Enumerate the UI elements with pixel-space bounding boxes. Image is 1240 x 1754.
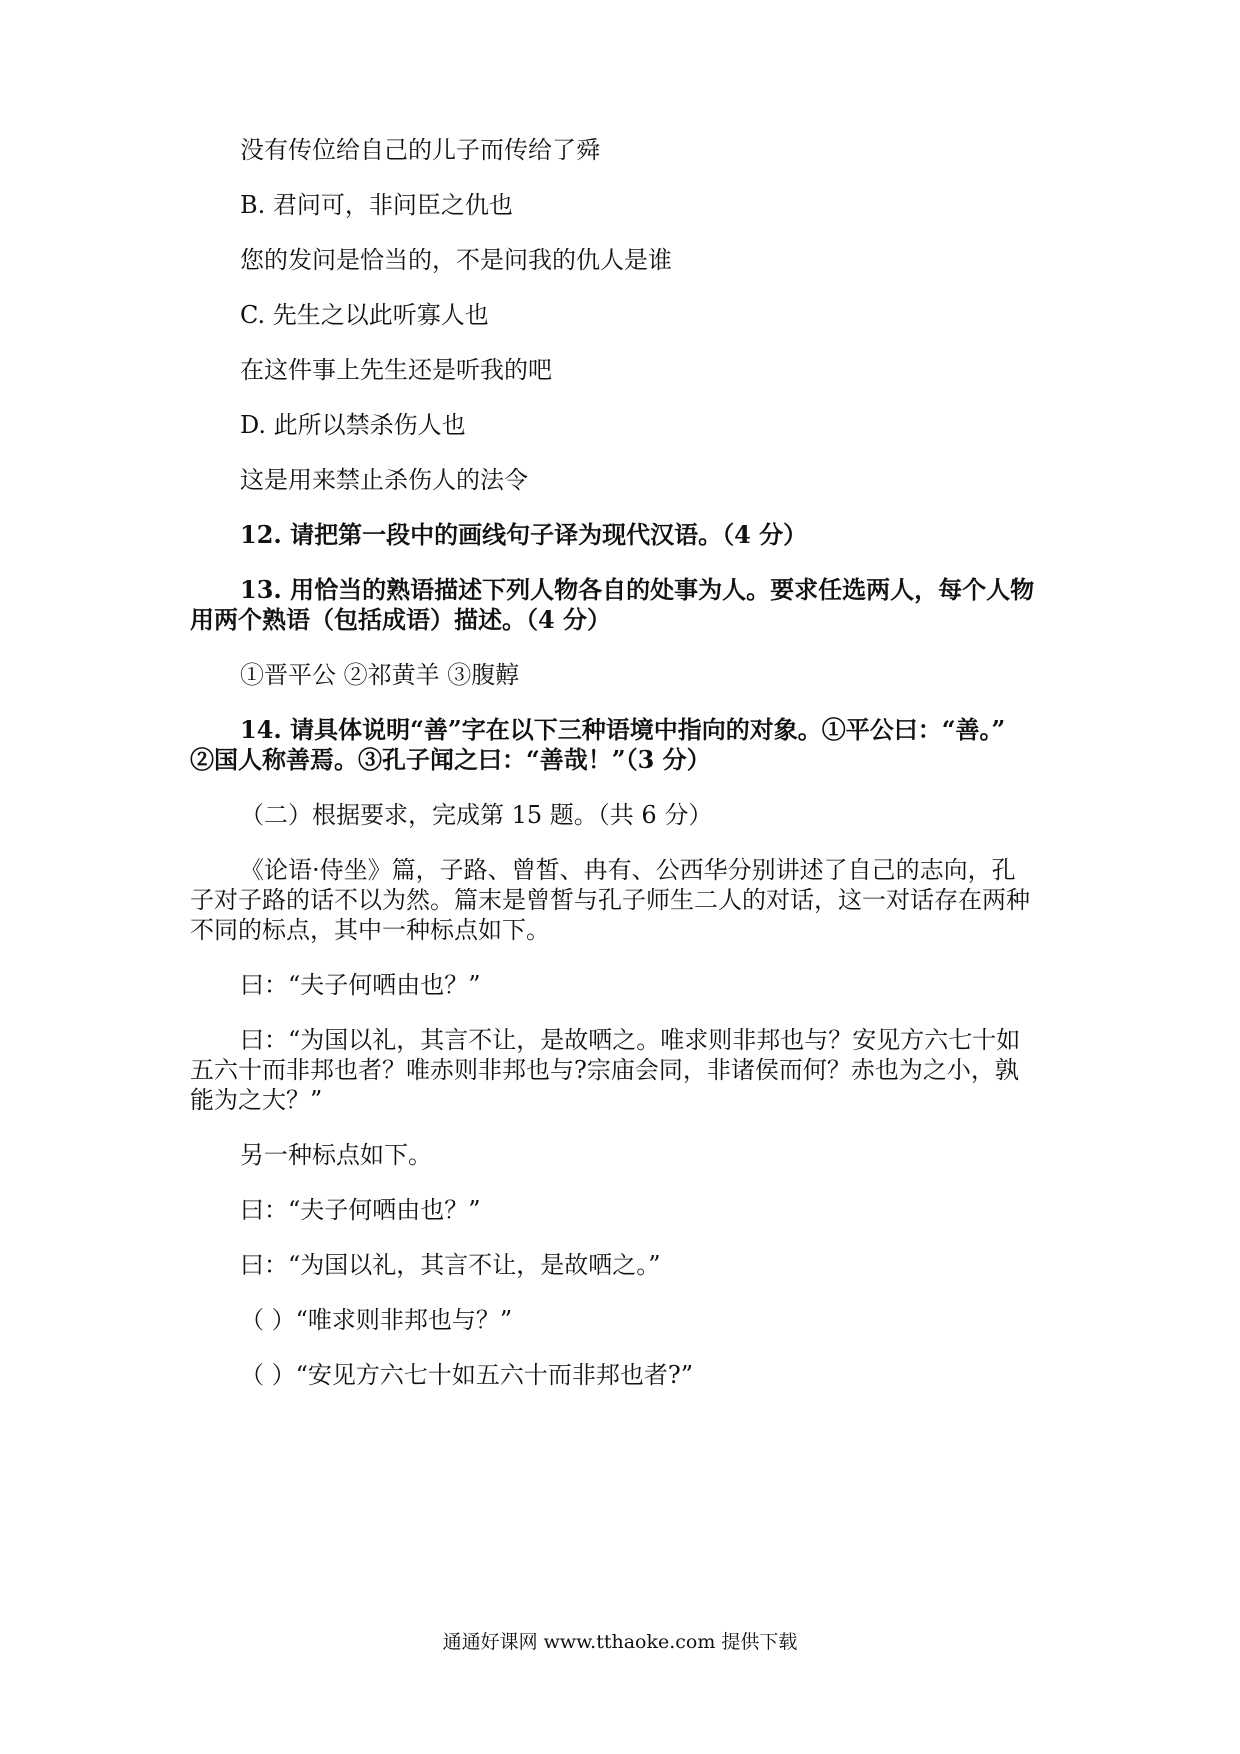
footer-credit: 通通好课网 www.tthaoke.com 提供下载 <box>442 1631 798 1653</box>
option-b-translation: 您的发问是恰当的，不是问我的仇人是谁 <box>240 246 672 274</box>
question-14-line1: 14. 请具体说明“善”字在以下三种语境中指向的对象。①平公曰：“善。” <box>240 715 1006 744</box>
question-13-line1: 13. 用恰当的熟语描述下列人物各自的处事为人。要求任选两人，每个人物 <box>240 575 1035 604</box>
option-b-text: B. 君问可，非问臣之仇也 <box>240 191 513 219</box>
version1-answer-line3: 能为之大？” <box>190 1086 323 1114</box>
blank-line-1: （ ）“唯求则非邦也与？” <box>240 1306 513 1334</box>
other-punctuation-note: 另一种标点如下。 <box>240 1141 432 1169</box>
option-d-translation: 这是用来禁止杀伤人的法令 <box>240 466 528 494</box>
section2-heading: （二）根据要求，完成第 15 题。（共 6 分） <box>240 801 713 829</box>
intro-line1: 《论语·侍坐》篇，子路、曾皙、冉有、公西华分别讲述了自己的志向，孔 <box>240 856 1016 884</box>
option-d-text: D. 此所以禁杀伤人也 <box>240 411 466 439</box>
version1-answer-line1: 曰：“为国以礼，其言不让，是故哂之。唯求则非邦也与？安见方六七十如 <box>240 1026 1021 1054</box>
version1-question: 曰：“夫子何哂由也？” <box>240 971 481 999</box>
question-12: 12. 请把第一段中的画线句子译为现代汉语。（4 分） <box>240 520 808 549</box>
question-14-line2: ②国人称善焉。③孔子闻之曰：“善哉！”（3 分） <box>190 745 711 774</box>
option-c-translation: 在这件事上先生还是听我的吧 <box>240 356 552 384</box>
question-13-line2: 用两个熟语（包括成语）描述。（4 分） <box>190 605 612 634</box>
option-c-text: C. 先生之以此听寡人也 <box>240 301 489 329</box>
intro-line3: 不同的标点，其中一种标点如下。 <box>190 916 550 944</box>
version2-question: 曰：“夫子何哂由也？” <box>240 1196 481 1224</box>
option-a-translation: 没有传位给自己的儿子而传给了舜 <box>240 136 600 164</box>
blank-line-2: （ ）“安见方六七十如五六十而非邦也者?” <box>240 1361 694 1389</box>
question-13-people: ①晋平公 ②祁黄羊 ③腹䵍 <box>240 661 520 689</box>
version1-answer-line2: 五六十而非邦也者？唯赤则非邦也与?宗庙会同，非诸侯而何？赤也为之小，孰 <box>190 1056 1019 1084</box>
intro-line2: 子对子路的话不以为然。篇末是曾皙与孔子师生二人的对话，这一对话存在两种 <box>190 886 1030 914</box>
version2-answer: 曰：“为国以礼，其言不让，是故哂之。” <box>240 1251 661 1279</box>
